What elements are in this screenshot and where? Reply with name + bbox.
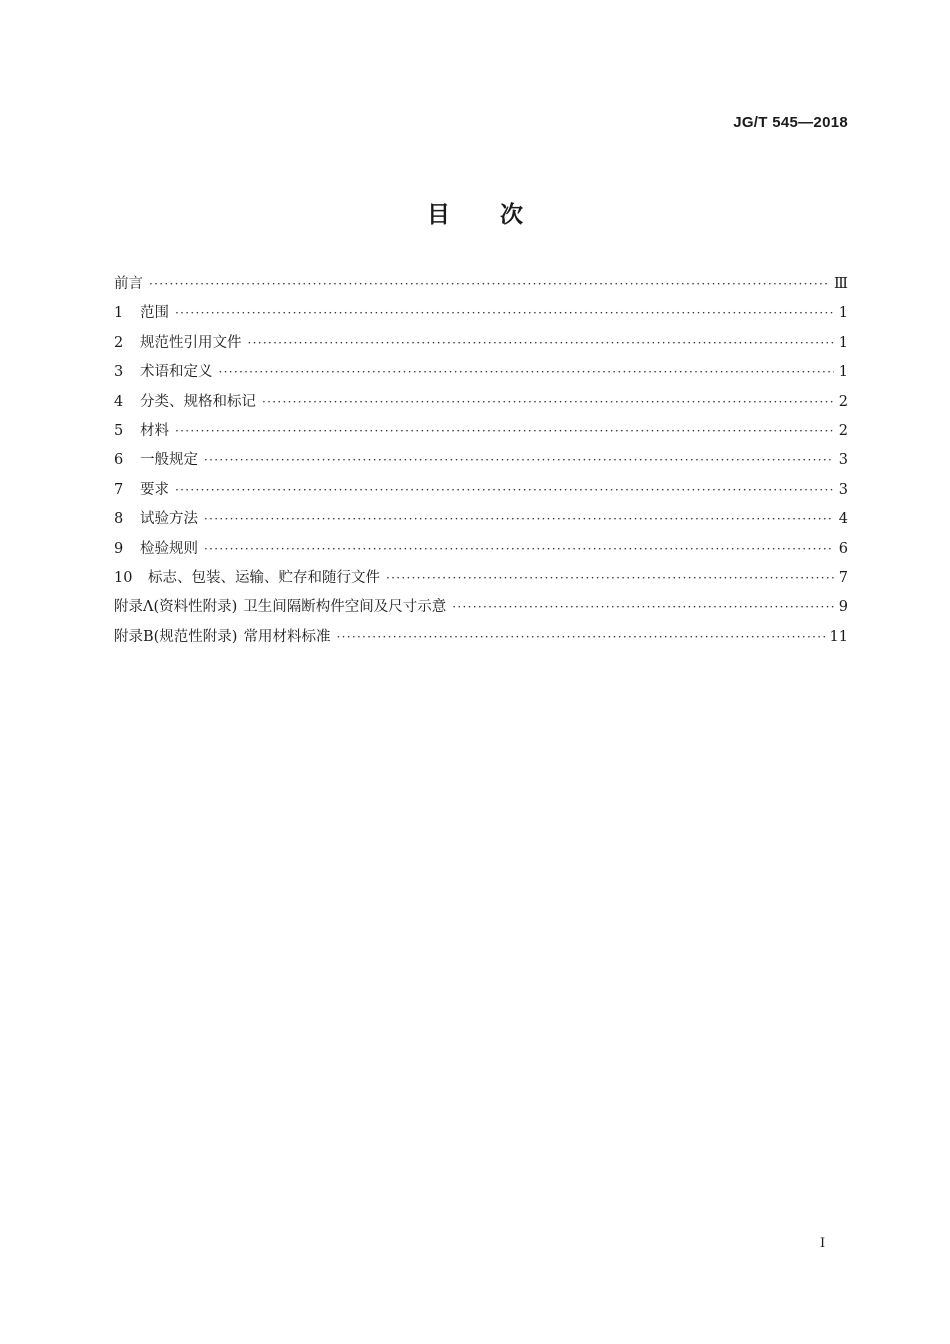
toc-entry-10[interactable]: [114, 566, 848, 595]
toc-entry-page: 1: [838, 305, 848, 322]
toc-dot-leader: [262, 395, 834, 409]
toc-entry-page: 9: [838, 599, 848, 616]
toc-entry-7[interactable]: [114, 478, 848, 507]
toc-entry-label: 标志、包装、运输、贮存和随行文件: [148, 569, 380, 586]
toc-entry-page: 3: [838, 452, 848, 469]
toc-entry-label: 检验规则: [140, 540, 198, 557]
table-of-contents: [114, 272, 848, 654]
toc-entry-page: Ⅲ: [834, 276, 848, 292]
toc-dot-leader: [204, 512, 834, 526]
toc-entry-page: 3: [838, 481, 848, 498]
toc-entry-3[interactable]: [114, 360, 848, 389]
toc-dot-leader: [219, 365, 835, 379]
toc-appendix-designation: 附录Λ(资料性附录): [114, 599, 238, 616]
document-code: JG/T 545—2018: [733, 114, 848, 131]
toc-entry-page: 4: [838, 511, 848, 528]
toc-entry-label: 范围: [140, 305, 169, 322]
toc-entry-label: 试验方法: [140, 511, 198, 528]
toc-dot-leader: [175, 306, 834, 320]
toc-dot-leader: [204, 542, 834, 556]
toc-entry-label: 术语和定义: [140, 364, 213, 381]
toc-entry-number: 10: [114, 569, 133, 586]
toc-entry-label: 要求: [140, 481, 169, 498]
toc-dot-leader: [149, 277, 830, 291]
toc-entry-label: 常用材料标准: [243, 628, 331, 645]
toc-dot-leader: [248, 336, 835, 350]
toc-entry-4[interactable]: [114, 390, 848, 419]
toc-entry-6[interactable]: [114, 448, 848, 477]
toc-entry-9[interactable]: [114, 537, 848, 566]
toc-entry-appendix-a[interactable]: [114, 595, 848, 624]
toc-entry-page: 2: [838, 393, 848, 410]
toc-entry-8[interactable]: [114, 507, 848, 536]
toc-dot-leader: [452, 600, 834, 614]
toc-entry-appendix-b[interactable]: [114, 625, 848, 654]
toc-entry-page: 7: [838, 569, 848, 586]
toc-entry-number: 2: [114, 334, 124, 351]
toc-entry-number: 4: [114, 393, 124, 410]
page-number: Ⅰ: [820, 1236, 826, 1251]
toc-entry-label: 材料: [140, 422, 169, 439]
toc-entry-label: 前言: [114, 276, 143, 292]
toc-entry-number: 6: [114, 452, 124, 469]
page-title: 目次: [427, 202, 573, 228]
toc-dot-leader: [386, 571, 834, 585]
toc-entry-label: 一般规定: [140, 452, 198, 469]
toc-dot-leader: [204, 453, 834, 467]
toc-entry-number: 1: [114, 305, 124, 322]
toc-entry-number: 9: [114, 540, 124, 557]
toc-entry-label: 分类、规格和标记: [140, 393, 256, 410]
toc-entry-number: 8: [114, 511, 124, 528]
toc-entry-5[interactable]: [114, 419, 848, 448]
toc-entry-2[interactable]: [114, 331, 848, 360]
toc-entry-number: 5: [114, 422, 124, 439]
toc-dot-leader: [175, 424, 834, 438]
toc-entry-1[interactable]: [114, 301, 848, 330]
toc-entry-label: 卫生间隔断构件空间及尺寸示意: [243, 599, 447, 616]
toc-entry-page: 6: [838, 540, 848, 557]
toc-entry-number: 3: [114, 364, 124, 381]
toc-entry-page: 1: [838, 364, 848, 381]
toc-dot-leader: [175, 483, 834, 497]
toc-entry-number: 7: [114, 481, 124, 498]
toc-entry-label: 规范性引用文件: [140, 334, 242, 351]
toc-appendix-designation: 附录B(规范性附录): [114, 628, 238, 645]
toc-entry-page: 11: [829, 628, 848, 645]
toc-entry-foreword[interactable]: [114, 272, 848, 301]
toc-entry-page: 1: [838, 334, 848, 351]
toc-dot-leader: [336, 630, 825, 644]
toc-entry-page: 2: [838, 422, 848, 439]
